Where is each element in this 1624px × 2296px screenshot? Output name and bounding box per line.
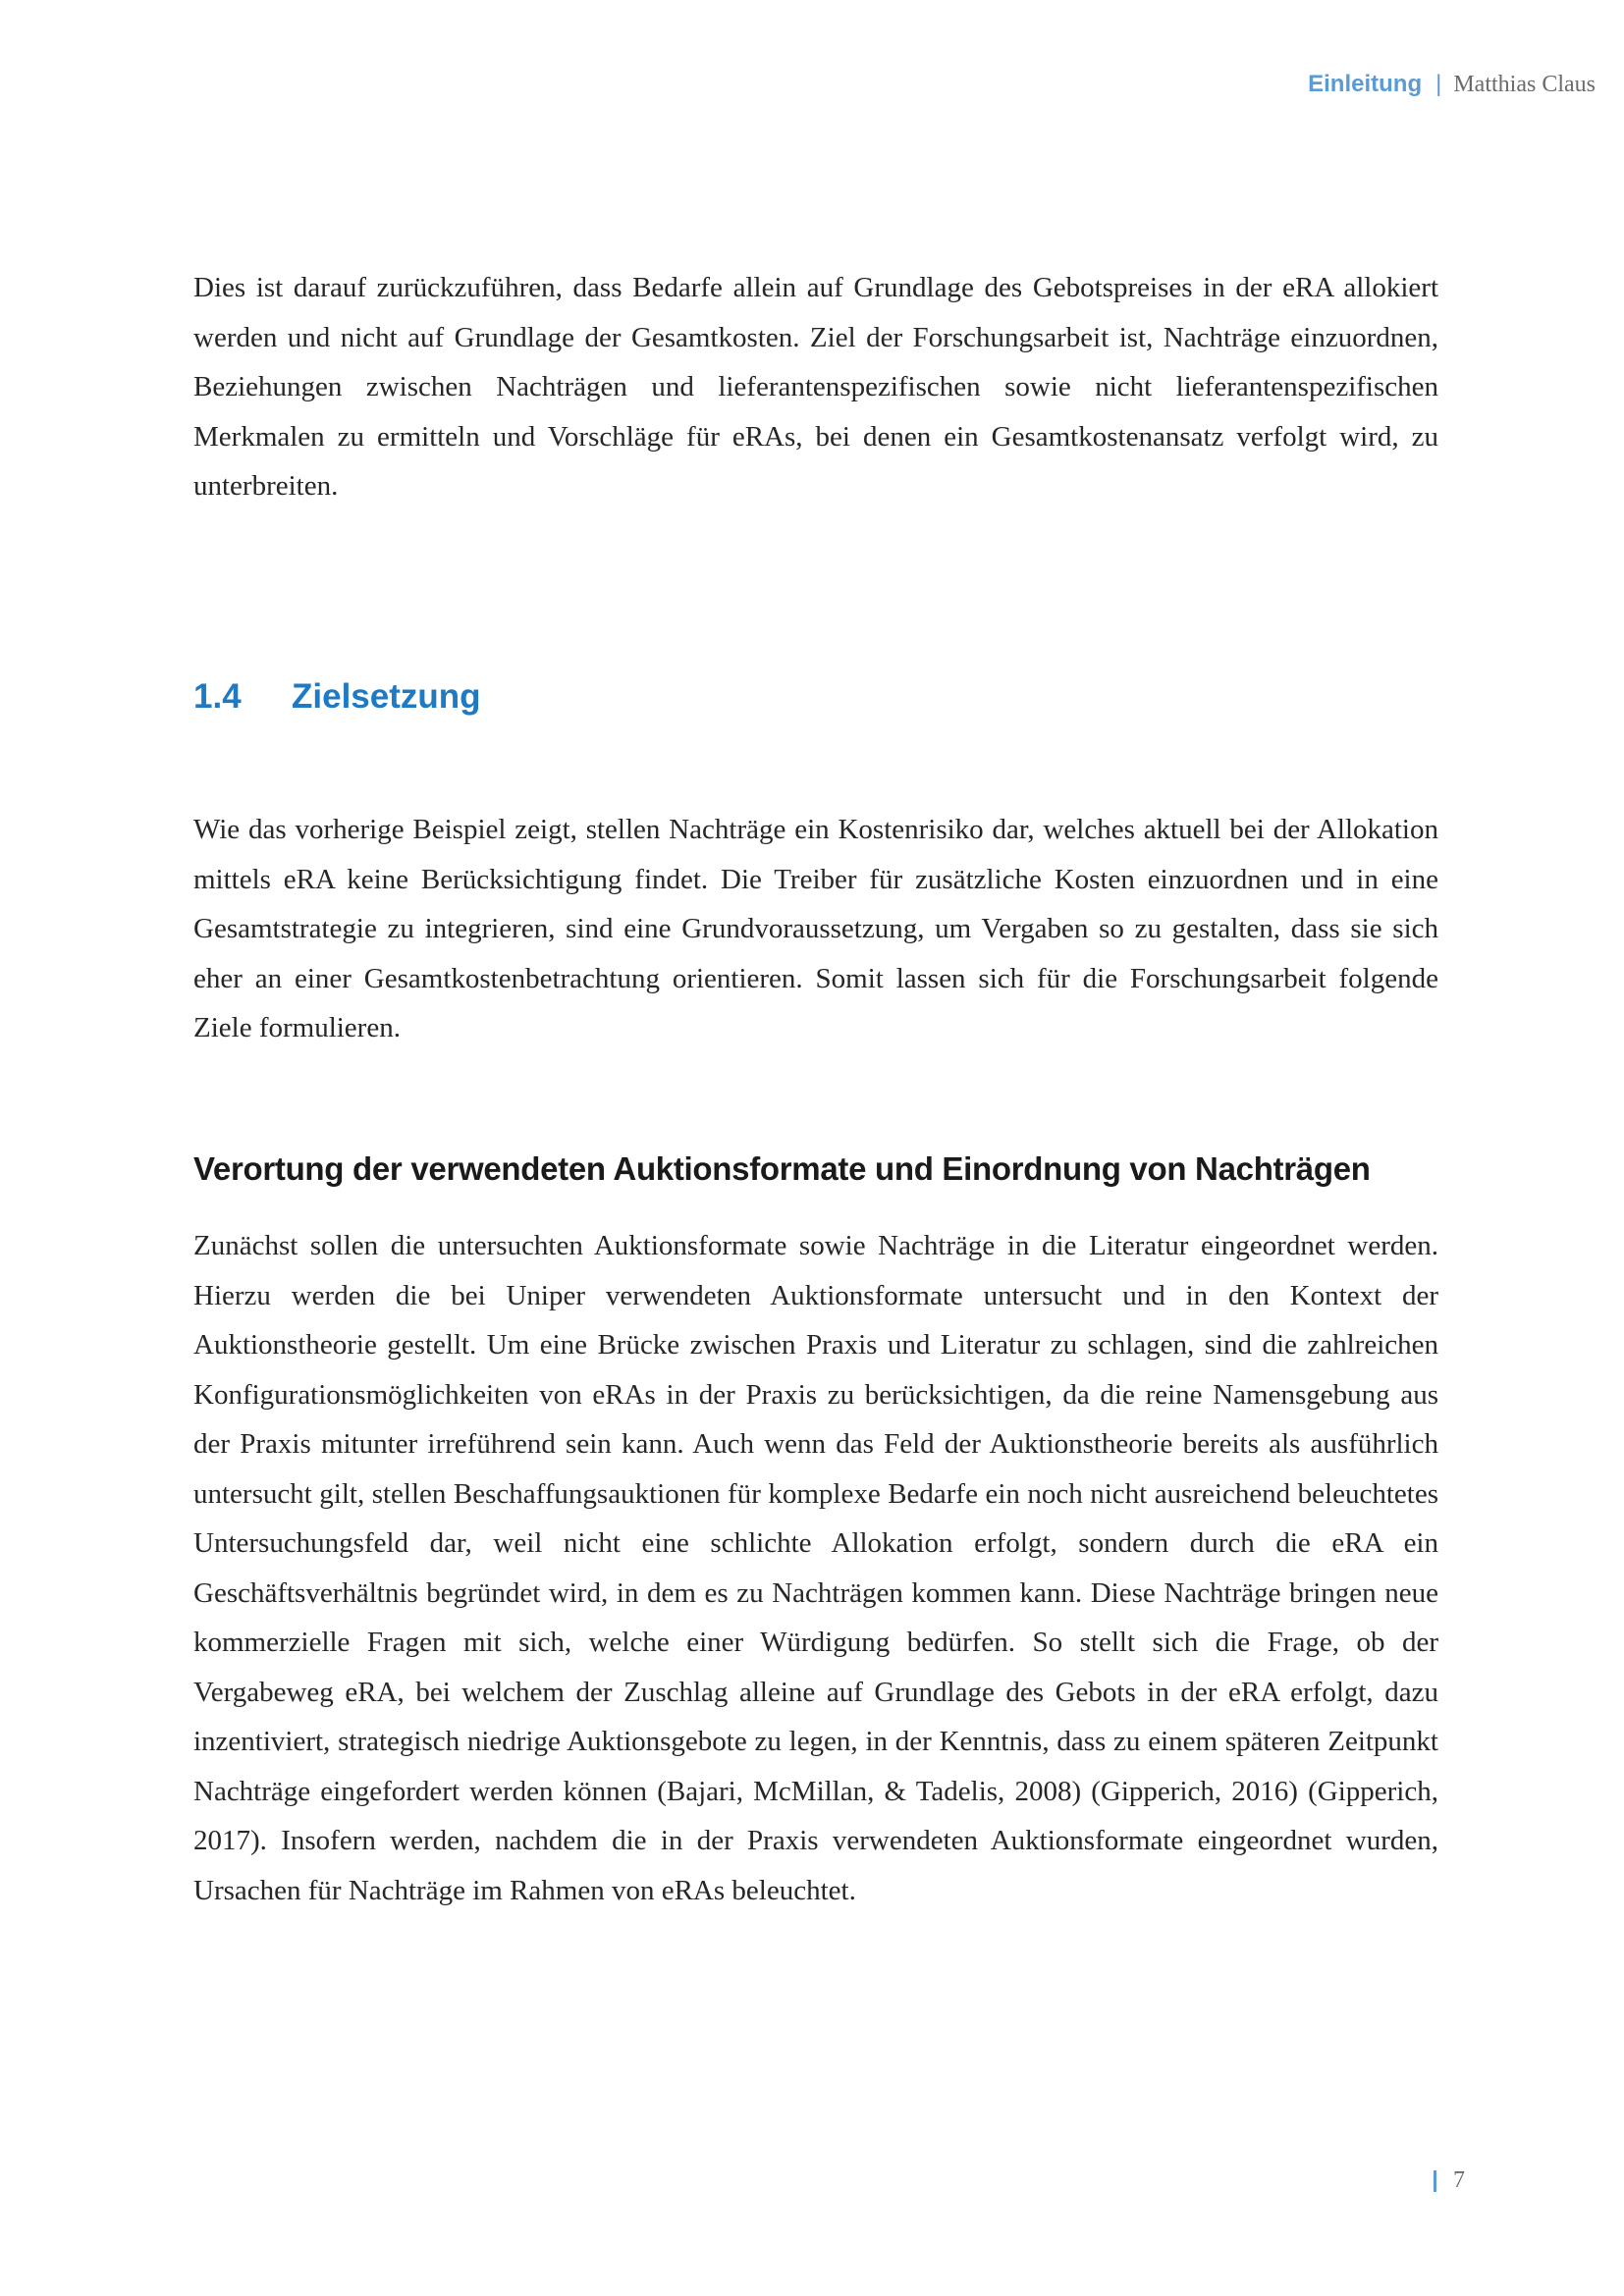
section-title: Zielsetzung (292, 677, 481, 716)
paragraph-intro: Dies ist darauf zurückzuführen, dass Bedarfe allein auf Grundlage des Gebotspreises in der eRA allokiert werden und nicht auf Grundlage der Gesamtkosten. Ziel der Forschungsarbeit ist, Nachträge einzuordnen, Beziehungen zwischen Nachträgen und lieferantenspezifischen sowie nicht lieferantenspezifischen Merkmalen zu ermitteln und Vorschläge für eRAs, bei denen ein Gesamtkostenansatz verfolgt wird, zu unterbreiten. (193, 272, 1438, 502)
page-number: 7 (1453, 2167, 1465, 2193)
section-number: 1.4 (193, 677, 242, 716)
footer-divider (1434, 2170, 1436, 2192)
header-author: Matthias Claus (1453, 72, 1596, 97)
header-chapter-title: Einleitung (1308, 71, 1423, 97)
paragraph-zielsetzung: Wie das vorherige Beispiel zeigt, stellen Nachträge ein Kostenrisiko dar, welches aktuell bei der Allokation mittels eRA keine Berücksichtigung findet. Die Treiber für zusätzliche Kosten einzuordnen und in eine Gesamtstrategie zu integrieren, sind eine Grundvoraussetzung, um Vergaben so zu gestalten, dass sie sich eher an einer Gesamtkostenbetrachtung orientieren. Somit lassen sich für die Forschungsarbeit folgende Ziele formulieren. (193, 814, 1438, 1043)
paragraph-verortung: Zunächst sollen die untersuchten Auktionsformate sowie Nachträge in die Literatur eingeordnet werden. Hierzu werden die bei Uniper verwendeten Auktionsformate untersucht und in den Kontext der Auktionstheorie gestellt. Um eine Brücke zwischen Praxis und Literatur zu schlagen, sind die zahlreichen Konfigurationsmöglichkeiten von eRAs in der Praxis zu berücksichtigen, da die reine Namensgebung aus der Praxis mitunter irreführend sein kann. Auch wenn das Feld der Auktionstheorie bereits als ausführlich untersucht gilt, stellen Beschaffungsauktionen für komplexe Bedarfe ein noch nicht ausreichend beleuchtetes Untersuchungsfeld dar, weil nicht eine schlichte Allokation erfolgt, sondern durch die eRA ein Geschäftsverhältnis begründet wird, in dem es zu Nachträgen kommen kann. Diese Nachträge bringen neue kommerzielle Fragen mit sich, welche einer Würdigung bedürfen. So stellt sich die Frage, ob der Vergabeweg eRA, bei welchem der Zuschlag alleine auf Grundlage des Gebots in der eRA erfolgt, dazu inzentiviert, strategisch niedrige Auktionsgebote zu legen, in der Kenntnis, dass zu einem späteren Zeitpunkt Nachträge eingefordert werden können (Bajari, McMillan, & Tadelis, 2008) (Gipperich, 2016) (Gipperich, 2017). Insofern werden, nachdem die in der Praxis verwendeten Auktionsformate eingeordnet wurden, Ursachen für Nachträge im Rahmen von eRAs beleuchtet. (193, 1230, 1438, 1906)
page-footer (1434, 2167, 1465, 2194)
running-header (1308, 71, 1596, 98)
header-separator: | (1435, 71, 1442, 97)
section-heading (193, 677, 481, 717)
subsection-heading: Verortung der verwendeten Auktionsformate und Einordnung von Nachträgen (193, 1150, 1371, 1187)
